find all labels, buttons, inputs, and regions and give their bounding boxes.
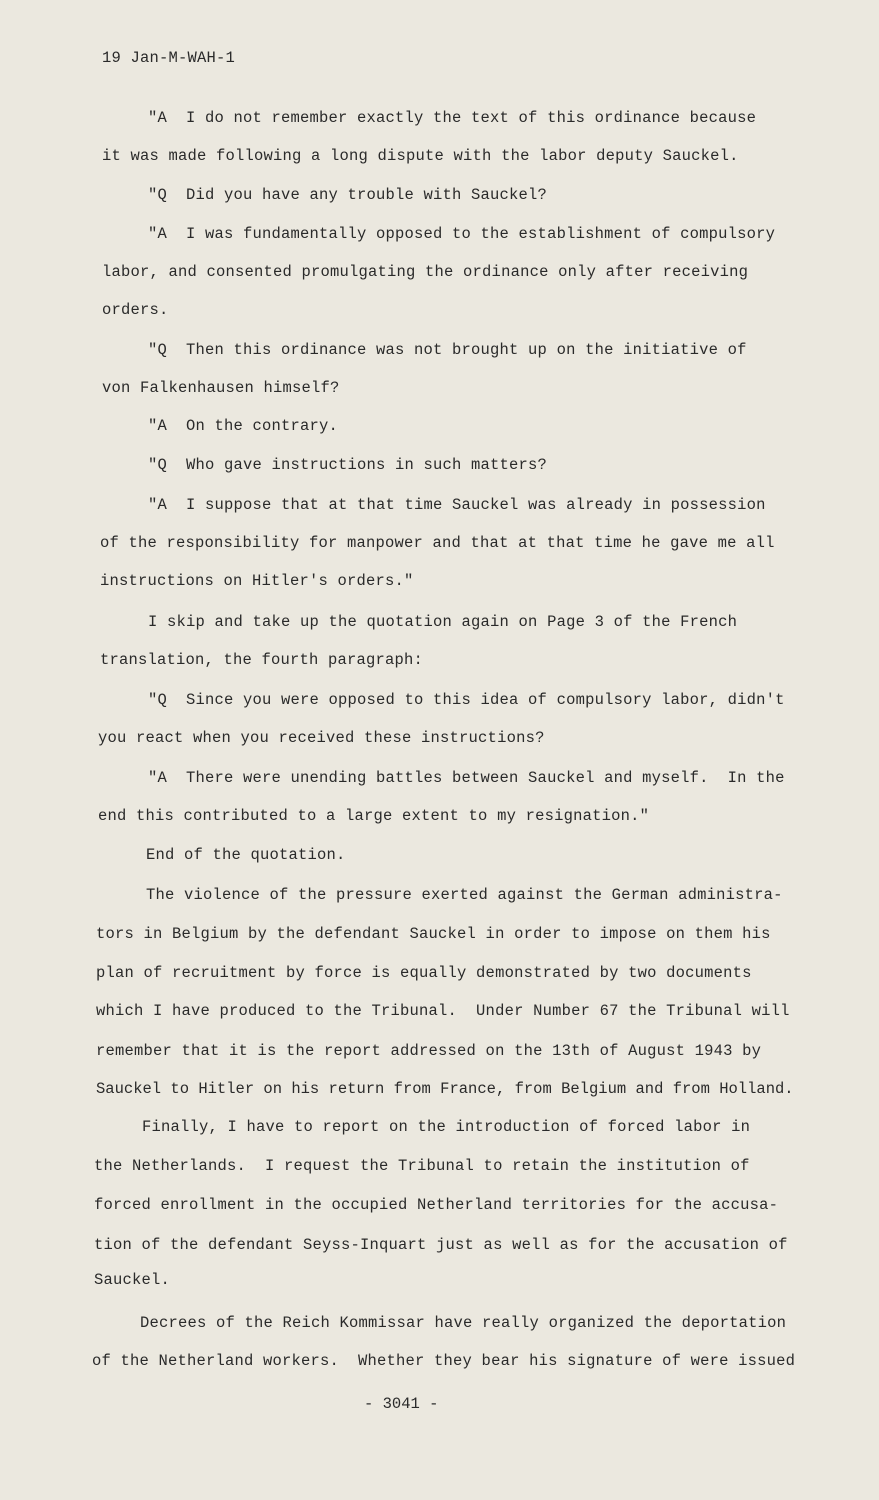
- text-line: End of the quotation.: [146, 846, 346, 864]
- text-line: translation, the fourth paragraph:: [100, 651, 424, 669]
- text-line: "Q Did you have any trouble with Sauckel?: [148, 186, 548, 204]
- text-line: which I have produced to the Tribunal. Under Number 67 the Tribunal will: [96, 1002, 790, 1020]
- text-line: "Q Then this ordinance was not brought up on the initiative of: [148, 341, 747, 359]
- text-line: "A I was fundamentally opposed to the establishment of compulsory: [148, 225, 776, 243]
- text-line: of the responsibility for manpower and that at that time he gave me all: [100, 534, 775, 552]
- text-line: "A I do not remember exactly the text of this ordinance because: [148, 109, 757, 127]
- text-line: end this contributed to a large extent to my resignation.": [98, 807, 650, 825]
- text-line: instructions on Hitler's orders.": [100, 572, 414, 590]
- text-line: "Q Since you were opposed to this idea of compulsory labor, didn't: [148, 691, 785, 709]
- text-line: Sauckel.: [94, 1271, 171, 1289]
- text-line: tion of the defendant Seyss-Inquart just as well as for the accusation of: [94, 1236, 788, 1254]
- page-number: - 3041 -: [364, 1395, 439, 1413]
- text-line: Finally, I have to report on the introduction of forced labor in: [142, 1118, 751, 1136]
- text-line: Sauckel to Hitler on his return from France, from Belgium and from Holland.: [96, 1080, 794, 1098]
- text-line: the Netherlands. I request the Tribunal to retain the institution of: [94, 1157, 750, 1175]
- page-header-ref: 19 Jan-M-WAH-1: [102, 49, 236, 67]
- text-line: Decrees of the Reich Kommissar have really organized the deportation: [140, 1314, 787, 1332]
- text-line: of the Netherland workers. Whether they bear his signature of were issued: [92, 1352, 796, 1370]
- text-line: it was made following a long dispute with the labor deputy Sauckel.: [102, 147, 739, 165]
- text-line: "A There were unending battles between Sauckel and myself. In the: [148, 769, 785, 787]
- text-line: orders.: [102, 301, 169, 319]
- text-line: remember that it is the report addressed on the 13th of August 1943 by: [96, 1042, 762, 1060]
- text-line: "A I suppose that at that time Sauckel was already in possession: [148, 496, 766, 514]
- text-line: The violence of the pressure exerted against the German administra-: [146, 886, 783, 904]
- text-line: "Q Who gave instructions in such matters?: [148, 456, 548, 474]
- text-line: you react when you received these instructions?: [98, 729, 545, 747]
- text-line: "A On the contrary.: [148, 417, 339, 435]
- text-line: labor, and consented promulgating the ordinance only after receiving: [102, 263, 749, 281]
- text-line: plan of recruitment by force is equally demonstrated by two documents: [96, 964, 752, 982]
- text-line: tors in Belgium by the defendant Sauckel in order to impose on them his: [96, 925, 771, 943]
- text-line: I skip and take up the quotation again on Page 3 of the French: [148, 613, 738, 631]
- text-line: forced enrollment in the occupied Netherland territories for the accusa-: [94, 1196, 779, 1214]
- text-line: von Falkenhausen himself?: [102, 379, 340, 397]
